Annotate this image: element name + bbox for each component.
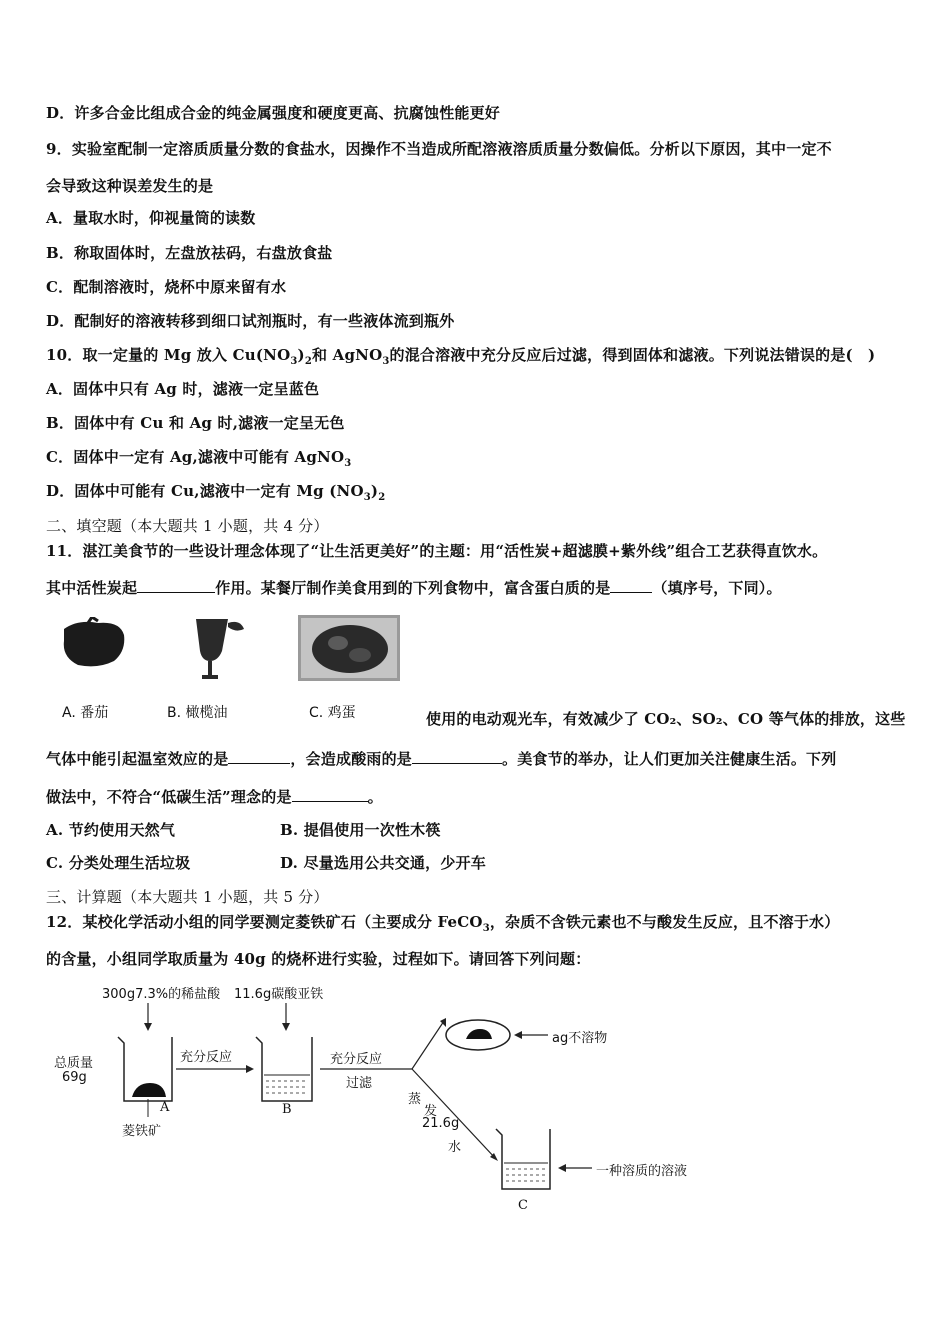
q12-stem-line2: 的含量，小组同学取质量为 40g 的烧杯进行实验，过程如下。请回答下列问题： xyxy=(46,950,591,968)
q9-stem-line1: 9．实验室配制一定溶质质量分数的食盐水，因操作不当造成所配溶液溶质质量分数偏低。分析以下原因，其中一定不 xyxy=(46,140,832,158)
acid-label: 300g7.3%的稀盐酸 xyxy=(102,987,221,1002)
q12-sub-3: 3 xyxy=(482,923,490,934)
q8-option-d: D．许多合金比组成合金的纯金属强度和硬度更高、抗腐蚀性能更好 xyxy=(46,104,501,122)
beaker-b-label: B xyxy=(282,1102,292,1117)
q10-stem-b: ) xyxy=(297,346,305,364)
q11-option-c: C. 分类处理生活垃圾 xyxy=(46,854,191,872)
q9-stem-line2: 会导致这种误差发生的是 xyxy=(46,177,214,195)
q12-stem-line1 xyxy=(46,911,839,934)
solution-label: 一种溶质的溶液 xyxy=(596,1164,688,1179)
q10-option-d-text: D．固体中可能有 Cu,滤液中一定有 Mg (NO xyxy=(46,482,364,500)
q11-stem-line5 xyxy=(46,786,383,807)
q10-option-c-text: C．固体中一定有 Ag,滤液中可能有 AgNO xyxy=(46,448,345,466)
q9-option-c: C．配制溶液时，烧杯中原来留有水 xyxy=(46,278,287,296)
q10-stem-c: 和 AgNO xyxy=(312,346,383,364)
beaker-c-liquid xyxy=(506,1169,546,1181)
q9-option-d: D．配制好的溶液转移到细口试剂瓶时，有一些液体流到瓶外 xyxy=(46,312,455,330)
react-label-2: 充分反应 xyxy=(330,1052,383,1067)
q10-option-d-sub2: 2 xyxy=(378,492,386,503)
q10-option-d-sub3: 3 xyxy=(363,492,371,503)
q9-option-a: A．量取水时，仰视量筒的读数 xyxy=(46,209,256,227)
q10-stem-a: 10．取一定量的 Mg 放入 Cu(NO xyxy=(46,346,291,364)
beaker-c xyxy=(496,1129,550,1189)
q11-stem4-c: 。美食节的举办，让人们更加关注健康生活。下列 xyxy=(502,750,837,768)
q10-option-d-paren: ) xyxy=(370,482,379,500)
experiment-diagram xyxy=(0,975,950,1235)
react-label-1: 充分反应 xyxy=(180,1050,233,1065)
section-2-heading: 二、填空题（本大题共 1 小题，共 4 分） xyxy=(46,517,329,535)
q11-stem-line1: 11．湛江美食节的一些设计理念体现了“让生活更美好”的主题：用“活性炭+超滤膜+紫外线”组合工艺获得直饮水。 xyxy=(46,542,828,560)
eggs-image xyxy=(298,615,400,681)
q11-stem2-c: （填序号，下同）。 xyxy=(652,579,782,597)
q12-stem1-b: ，杂质不含铁元素也不与酸发生反应，且不溶于水） xyxy=(489,913,840,931)
ore-label: 菱铁矿 xyxy=(122,1124,162,1139)
q10-option-d xyxy=(46,480,385,503)
q11-option-a: A. 节约使用天然气 xyxy=(46,821,176,839)
q10-sub-3b: 3 xyxy=(382,356,390,367)
ore-in-beaker-a xyxy=(132,1083,166,1097)
q10-option-b: B．固体中有 Cu 和 Ag 时,滤液一定呈无色 xyxy=(46,414,345,432)
q11-stem2-b: 作用。某餐厅制作美食用到的下列食物中，富含蛋白质的是 xyxy=(215,579,611,597)
q11-stem-line3: 使用的电动观光车，有效减少了 CO₂、SO₂、CO 等气体的排放，这些 xyxy=(426,710,906,728)
evaporate-mass: 21.6g xyxy=(422,1116,460,1131)
q10-option-c-sub: 3 xyxy=(344,458,352,469)
q11-stem-line4 xyxy=(46,748,836,769)
filter-label: 过滤 xyxy=(346,1076,373,1091)
q9-option-b: B．称取固体时，左盘放祛码，右盘放食盐 xyxy=(46,244,333,262)
food-label-a: A. 番茄 xyxy=(62,705,109,721)
q11-stem4-a: 气体中能引起温室效应的是 xyxy=(46,750,229,768)
q10-option-a: A．固体中只有 Ag 时，滤液一定呈蓝色 xyxy=(46,380,320,398)
q12-stem1-a: 12．某校化学活动小组的同学要测定菱铁矿石（主要成分 FeCO xyxy=(46,913,483,931)
evaporate-char-2: 发 xyxy=(424,1104,438,1119)
food-label-c: C. 鸡蛋 xyxy=(309,705,356,721)
total-mass-label: 总质量 xyxy=(54,1056,94,1071)
q11-stem5-a: 做法中，不符合“低碳生活”理念的是 xyxy=(46,788,292,806)
insoluble-label: ag不溶物 xyxy=(552,1031,608,1046)
q11-option-b: B. 提倡使用一次性木筷 xyxy=(280,821,441,839)
olive-oil-image xyxy=(188,615,248,683)
beaker-b xyxy=(256,1037,312,1101)
q10-stem xyxy=(46,344,875,367)
q11-blank-3[interactable] xyxy=(228,749,290,764)
q10-stem-d: 的混合溶液中充分反应后过滤，得到固体和滤液。下列说法错误的是( ) xyxy=(389,346,876,364)
q10-sub-3a: 3 xyxy=(290,356,298,367)
evaporate-water: 水 xyxy=(448,1140,462,1155)
tomato-image xyxy=(58,617,128,673)
q10-sub-2: 2 xyxy=(304,356,313,367)
q11-blank-2[interactable] xyxy=(610,578,652,593)
q11-blank-5[interactable] xyxy=(292,787,368,802)
q10-option-c xyxy=(46,446,351,469)
q11-stem2-a: 其中活性炭起 xyxy=(46,579,138,597)
beaker-a-label: A xyxy=(160,1100,170,1115)
feco3-label: 11.6g碳酸亚铁 xyxy=(234,987,324,1002)
food-label-b: B. 橄榄油 xyxy=(167,705,228,721)
q11-blank-1[interactable] xyxy=(137,578,215,593)
beaker-c-label: C xyxy=(518,1198,528,1213)
q11-stem-line2 xyxy=(46,577,782,598)
q11-option-d: D. 尽量选用公共交通，少开车 xyxy=(280,854,486,872)
section-3-heading: 三、计算题（本大题共 1 小题，共 5 分） xyxy=(46,888,329,906)
q11-stem5-b: 。 xyxy=(367,788,383,806)
q11-blank-4[interactable] xyxy=(412,749,502,764)
beaker-b-liquid xyxy=(266,1081,308,1093)
evaporate-char-1: 蒸 xyxy=(408,1092,422,1107)
q11-stem4-b: ，会造成酸雨的是 xyxy=(290,750,413,768)
total-mass-value: 69g xyxy=(62,1070,87,1085)
